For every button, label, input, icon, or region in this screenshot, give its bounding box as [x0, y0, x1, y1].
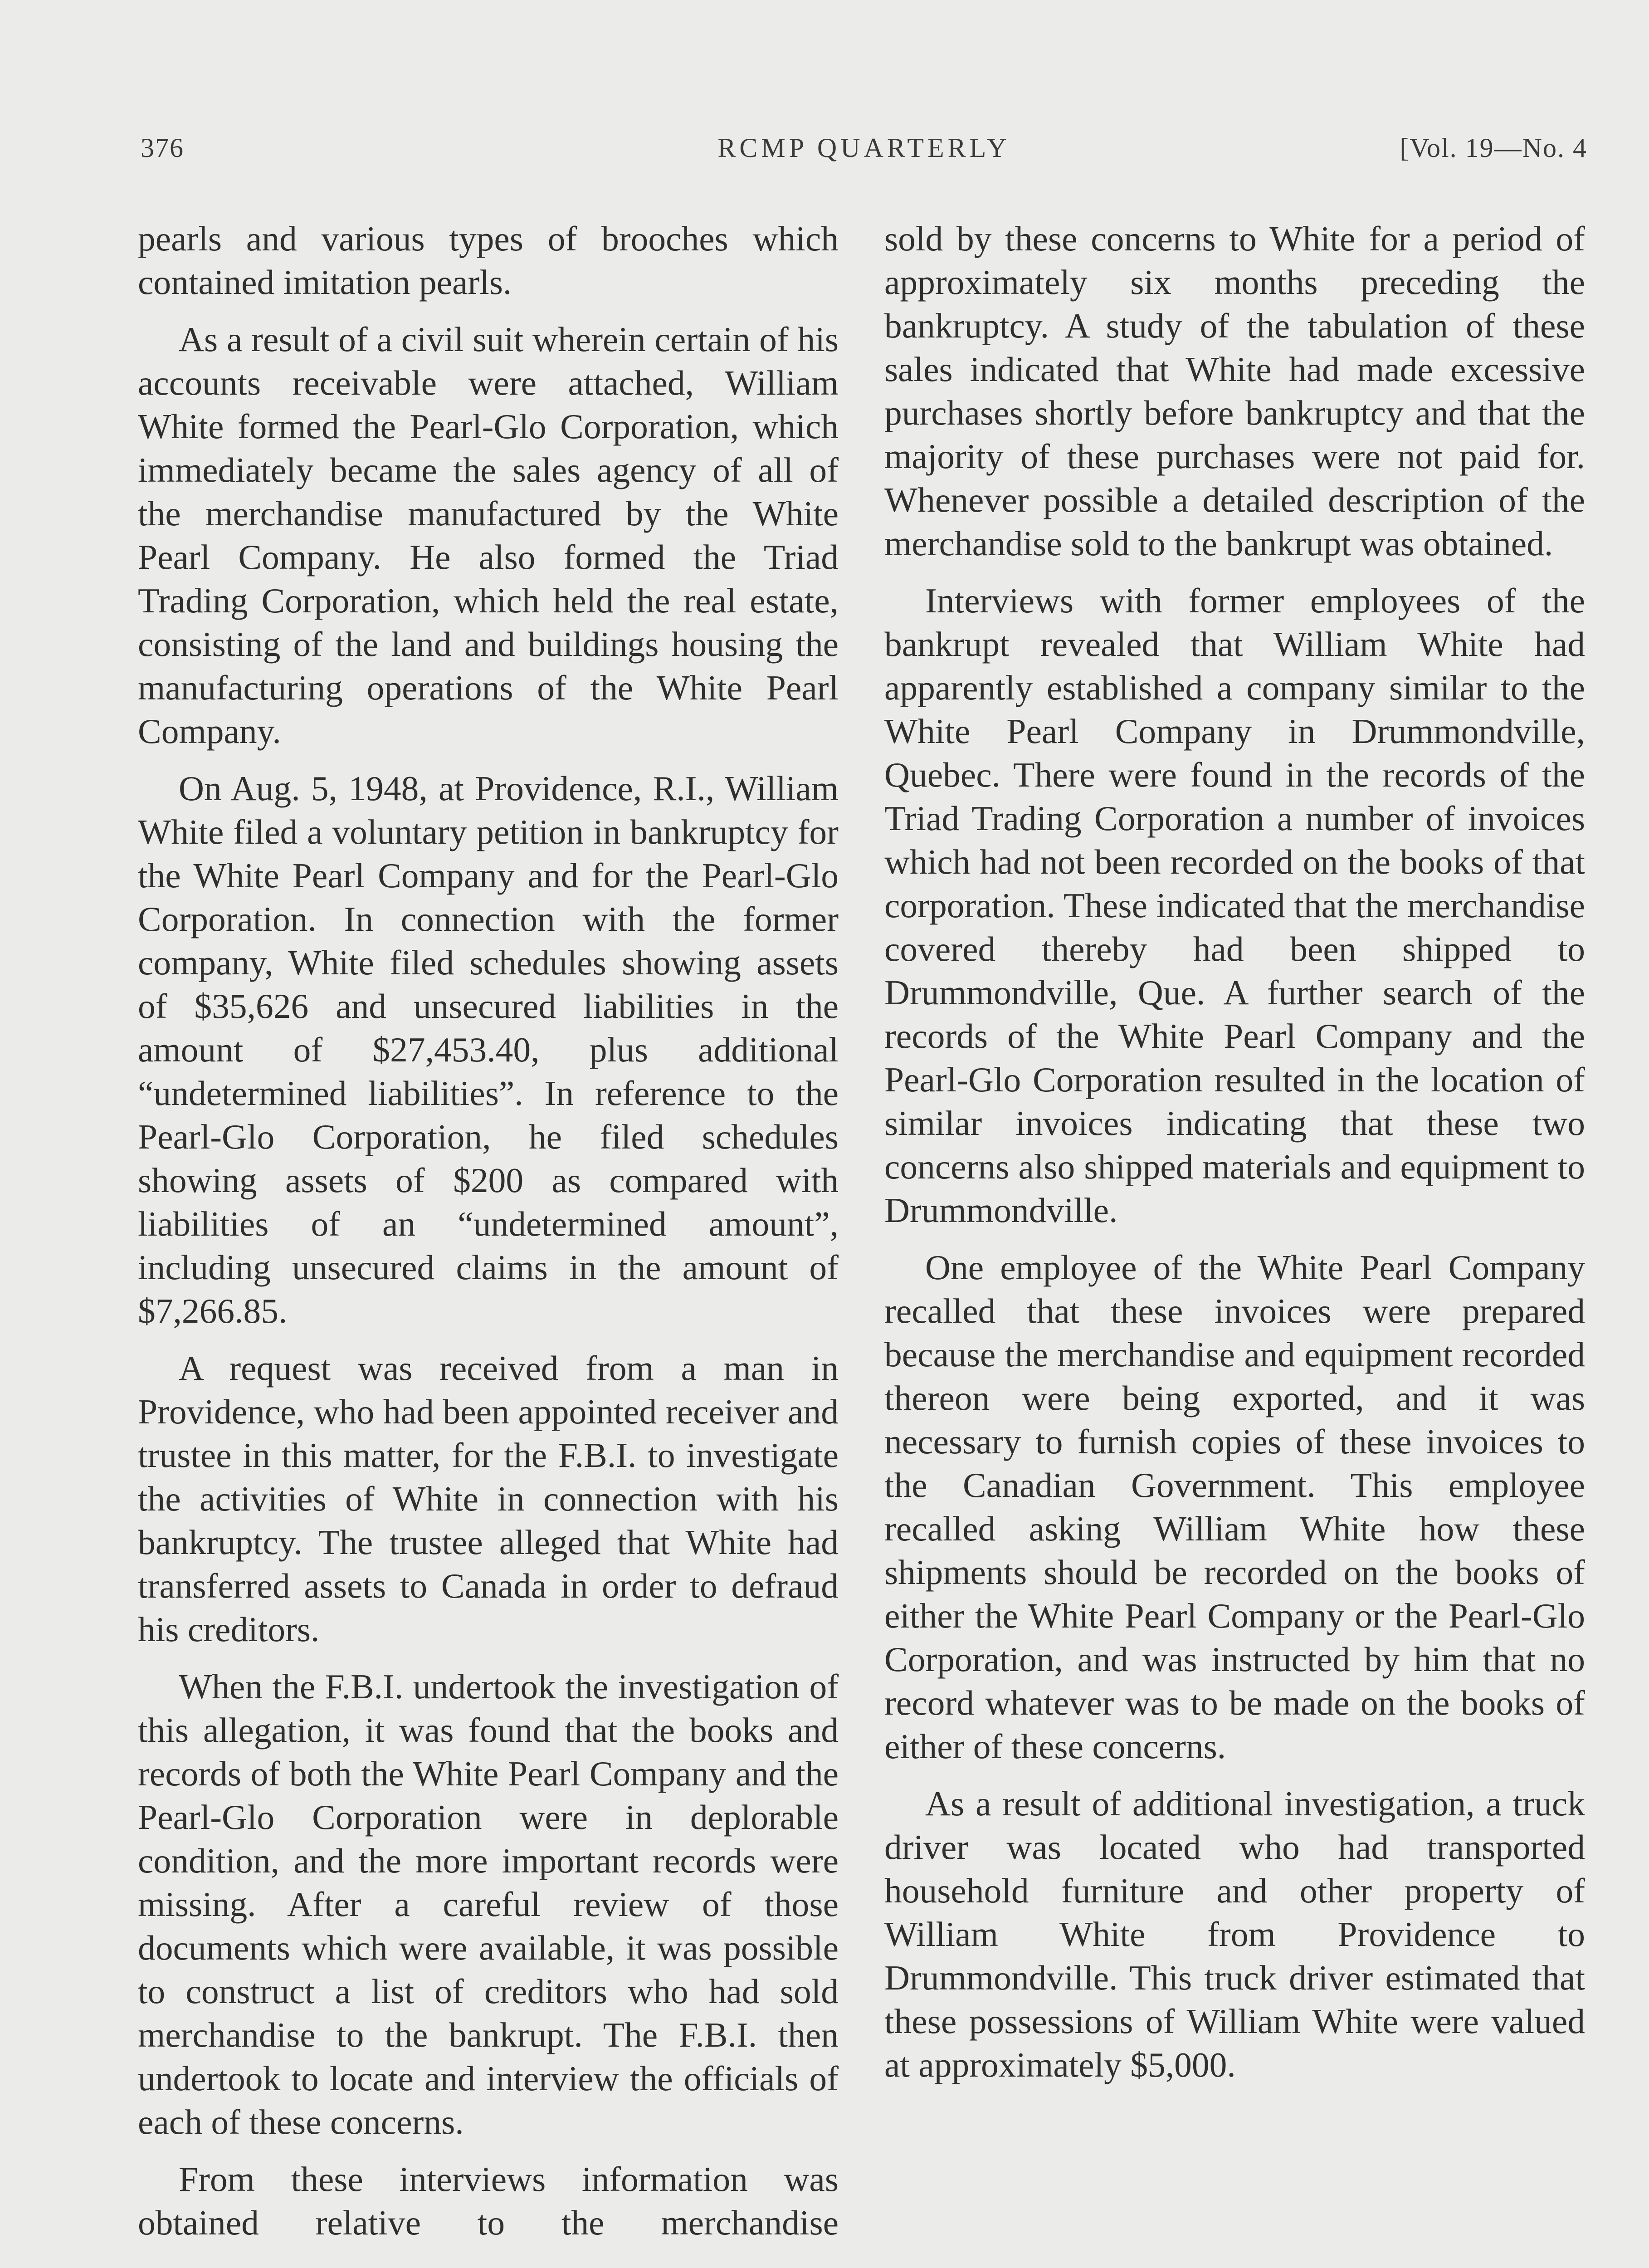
paragraph: One employee of the White Pearl Company recalled that these invoices were prepared because the merchandise and equipment recorded thereon were being exported, and it was necessary to furnish copies of these invoices to the Canadian Government. This employee recalled asking William White how these shipments should be recorded on the books of either the White Pearl Company or the Pearl-Glo Corporation, and was instructed by him that no record whatever was to be made on the books of either of these concerns. — [884, 1248, 1585, 1766]
left-column — [138, 217, 839, 2258]
paragraph: pearls and various types of brooches which contained imitation pearls. — [138, 219, 839, 302]
running-title: RCMP QUARTERLY — [717, 133, 1010, 163]
issue-reference: [Vol. 19—No. 4 — [1400, 133, 1587, 163]
paragraph: A request was received from a man in Providence, who had been appointed receiver and trustee in this matter, for the F.B.I. to investigate the activities of White in connection with his bankruptcy. The trustee alleged that White had transferred assets to Canada in order to defraud his creditors. — [138, 1349, 839, 1649]
paragraph: On Aug. 5, 1948, at Providence, R.I., William White filed a voluntary petition in bankruptcy for the White Pearl Company and for the Pearl-Glo Corporation. In connection with the former company, White filed schedules showing assets of $35,626 and unsecured liabilities in the amount of $27,453.40, plus additional “undetermined liabilities”. In reference to the Pearl-Glo Corporation, he filed schedules showing assets of $200 as compared with liabilities of an “undetermined amount”, including unsecured claims in the amount of $7,266.85. — [138, 769, 839, 1330]
paragraph: When the F.B.I. undertook the investigation of this allegation, it was found that the books and records of both the White Pearl Company and the Pearl-Glo Corporation were in deplorable condition, and the more important records were missing. After a careful review of those documents which were available, it was possible to construct a list of creditors who had sold merchandise to the bankrupt. The F.B.I. then undertook to locate and interview the officials of each of these concerns. — [138, 1667, 839, 2141]
paragraph: As a result of additional investigation, a truck driver was located who had transported household furniture and other property of William White from Providence to Drummondville. This truck driver estimated that these possessions of William White were valued at approximately $5,000. — [884, 1784, 1585, 2084]
paragraph: sold by these concerns to White for a period of approximately six months preceding the bankruptcy. A study of the tabulation of these sales indicated that White had made excessive purchases shortly before bankruptcy and that the majority of these purchases were not paid for. Whenever possible a detailed description of the merchandise sold to the bankrupt was obtained. — [884, 219, 1585, 563]
paragraph: Interviews with former employees of the bankrupt revealed that William White had apparently established a company similar to the White Pearl Company in Drummondville, Quebec. There were found in the records of the Triad Trading Corporation a number of invoices which had not been recorded on the books of that corporation. These indicated that the merchandise covered thereby had been shipped to Drummondville, Que. A further search of the records of the White Pearl Company and the Pearl-Glo Corporation resulted in the location of similar invoices indicating that these two concerns also shipped materials and equipment to Drummondville. — [884, 581, 1585, 1230]
page-header — [141, 130, 1587, 166]
paragraph: As a result of a civil suit wherein certain of his accounts receivable were attached, William White formed the Pearl-Glo Corporation, which immediately became the sales agency of all of the merchandise manufactured by the White Pearl Company. He also formed the Triad Trading Corporation, which held the real estate, consisting of the land and buildings housing the manufacturing operations of the White Pearl Company. — [138, 320, 839, 751]
paragraph: From these interviews information was obtained relative to the merchandise — [138, 2160, 839, 2242]
right-column — [884, 217, 1585, 2100]
page-number: 376 — [141, 133, 184, 163]
